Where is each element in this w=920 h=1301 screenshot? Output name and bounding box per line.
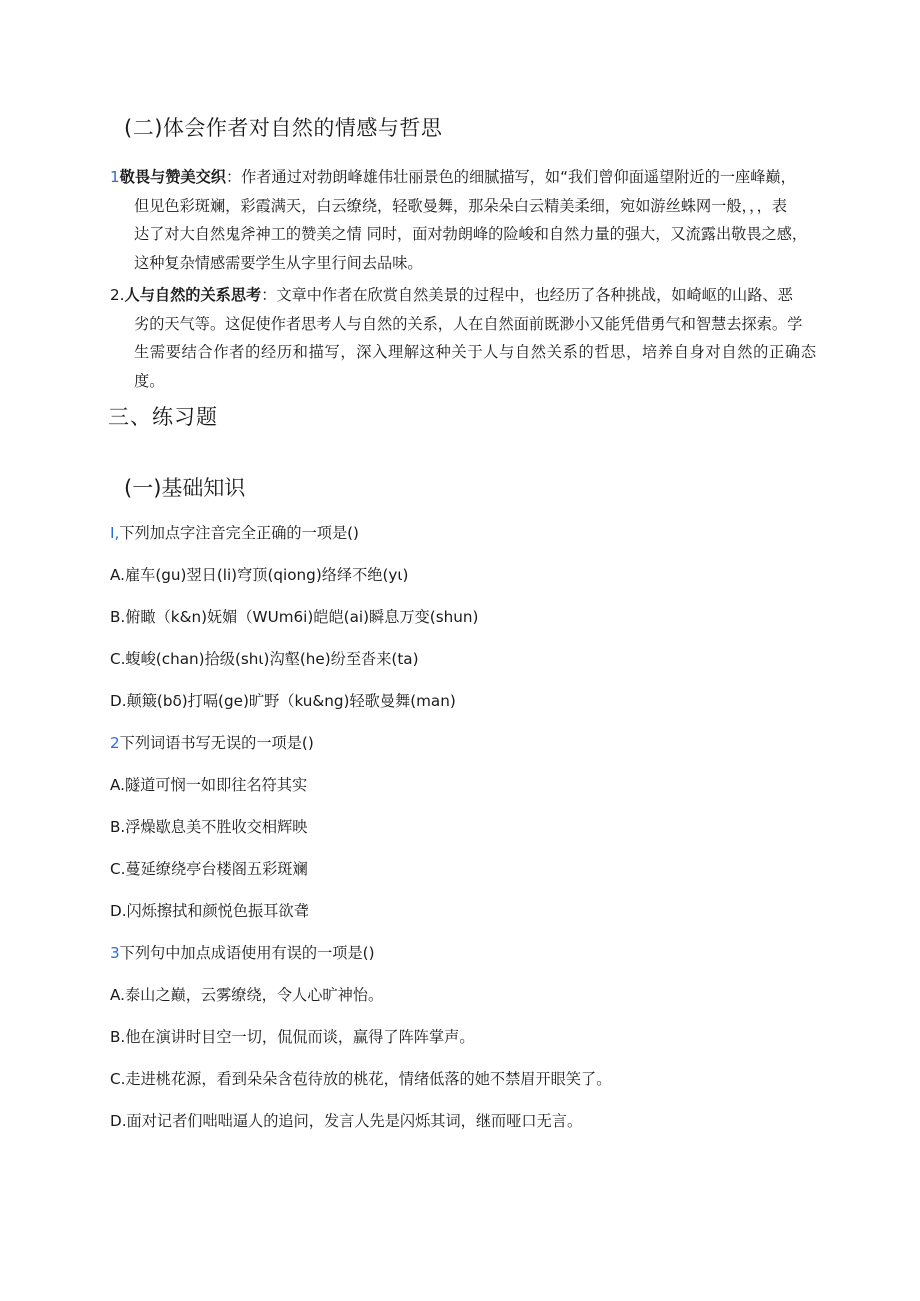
subsection-heading-basics: (一)基础知识 bbox=[124, 476, 246, 500]
question-2-option-a: A.隧道可悯一如即往名符其实 bbox=[110, 776, 308, 794]
question-3-option-b: B.他在演讲时目空一切，侃侃而谈，赢得了阵阵掌声。 bbox=[110, 1028, 475, 1046]
question-1-stem bbox=[110, 522, 359, 543]
question-2-option-d: D.闪烁擦拭和颜悦色振耳欲聋 bbox=[110, 902, 309, 920]
feel-point-1-line: 这种复杂情感需要学生从字里行间去品味。 bbox=[134, 253, 423, 272]
feel-point-2-line: 生需要结合作者的经历和描写，深入理解这种关于人与自然关系的哲思，培养自身对自然的正确态度。 bbox=[134, 343, 816, 390]
question-1-option-b: B.俯瞰（k&n)妩媚（WUm6i)皑皑(ai)瞬息万变(shun) bbox=[110, 608, 479, 626]
question-1-option-a: A.雇车(gu)翌日(li)穹顶(qiong)络绎不绝(yι) bbox=[110, 566, 409, 584]
feel-point-2-line: 劣的天气等。这促使作者思考人与自然的关系，人在自然面前既渺小又能凭借勇气和智慧去探索。学 bbox=[134, 314, 803, 333]
section-heading-exercise: 三、练习题 bbox=[108, 405, 218, 429]
section-heading-feel: (二)体会作者对自然的情感与哲思 bbox=[124, 116, 443, 140]
question-3-option-d: D.面对记者们咄咄逼人的追问，发言人先是闪烁其词，继而哑口无言。 bbox=[110, 1112, 583, 1130]
feel-point-2-label: 人与自然的关系思考 bbox=[124, 286, 262, 304]
feel-point-1-first-line bbox=[110, 163, 816, 192]
feel-point-1-line: 达了对大自然鬼斧神工的赞美之情 同时，面对勃朗峰的险峻和自然力量的强大，又流露出敬畏之感， bbox=[134, 225, 808, 244]
feel-point-2-number: 2. bbox=[110, 286, 125, 304]
feel-point-2 bbox=[110, 281, 816, 395]
feel-point-2-first-line bbox=[110, 281, 816, 310]
feel-point-2-text: 文章中作者在欣赏自然美景的过程中，也经历了各种挑战，如崎岖的山路、恶 bbox=[276, 286, 793, 304]
feel-point-1-label: 敬畏与赞美交织 bbox=[119, 168, 226, 186]
feel-point-2-colon: ： bbox=[261, 286, 277, 304]
question-3-option-a: A.泰山之巅，云雾缭绕，令人心旷神怡。 bbox=[110, 986, 384, 1004]
question-2-option-c: C.蔓延缭绕亭台楼阁五彩斑斓 bbox=[110, 860, 308, 878]
question-2-text: 下列词语书写无误的一项是() bbox=[119, 734, 314, 752]
question-2-option-b: B.浮燥歇息美不胜收交相辉映 bbox=[110, 818, 308, 836]
feel-point-1-text: 作者通过对勃朗峰雄伟壮丽景色的细腻描写，如“我们曾仰面遥望附近的一座峰巅， bbox=[241, 168, 796, 186]
feel-point-1-line: 但见色彩斑斓，彩霞满天，白云缭绕，轻歌曼舞，那朵朵白云精美柔细，宛如游丝蛛网一般，，，表 bbox=[134, 196, 788, 215]
question-1-text: 下列加点字注音完全正确的一项是() bbox=[119, 524, 359, 542]
question-1-option-d: D.颠簸(bδ)打嗝(ge)旷野（ku&ng)轻歌曼舞(man) bbox=[110, 692, 456, 710]
question-3-number: 3 bbox=[110, 944, 120, 962]
question-3-option-c: C.走进桃花源，看到朵朵含苞待放的桃花，情绪低落的她不禁眉开眼笑了。 bbox=[110, 1070, 612, 1088]
feel-point-1-colon: ： bbox=[225, 168, 242, 186]
question-3-text: 下列句中加点成语使用有误的一项是() bbox=[119, 944, 375, 962]
question-2-number: 2 bbox=[110, 734, 120, 752]
question-1-option-c: C.蝮峻(chan)拾级(shι)沟壑(he)纷至沓来(ta) bbox=[110, 650, 419, 668]
feel-point-1 bbox=[110, 163, 816, 277]
question-1-number: I, bbox=[110, 524, 120, 542]
question-3-stem bbox=[110, 942, 375, 963]
feel-point-1-number: 1 bbox=[110, 168, 120, 186]
question-2-stem bbox=[110, 732, 314, 753]
